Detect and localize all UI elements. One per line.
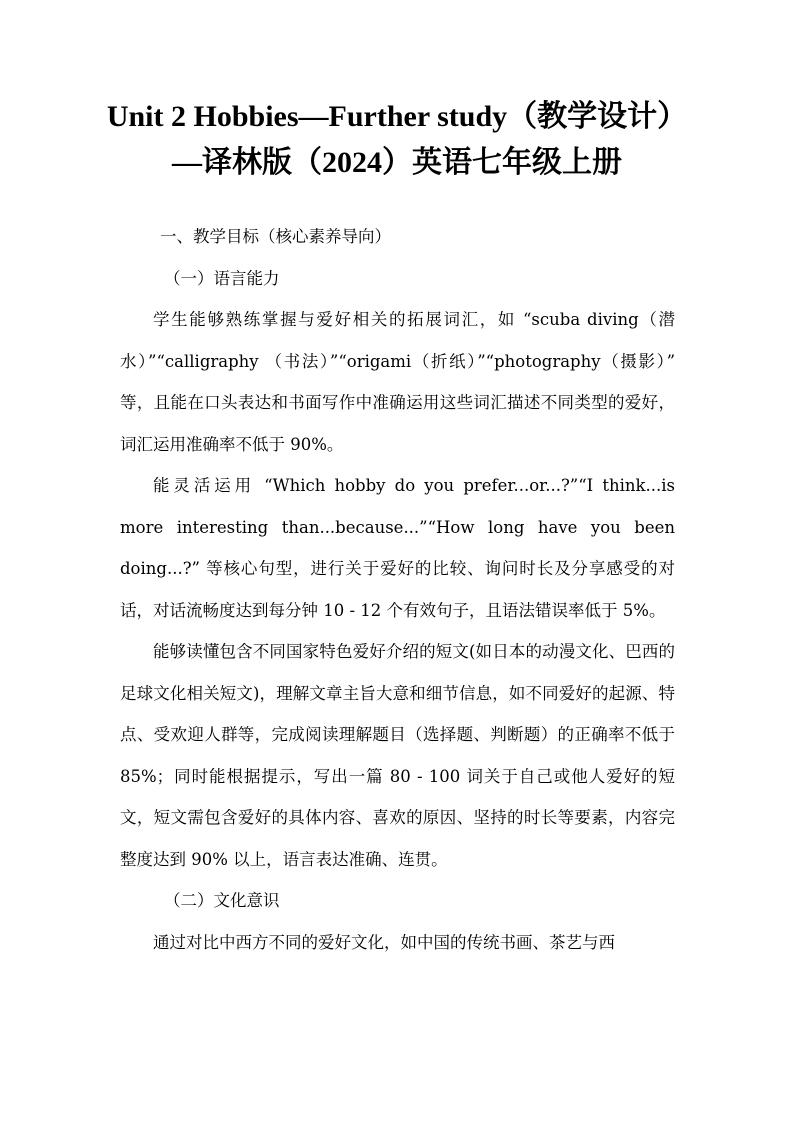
subsection-heading-language-ability: （一）语言能力 <box>164 268 280 288</box>
document-body <box>120 216 675 963</box>
paragraph-culture-comparison: 通过对比中西方不同的爱好文化，如中国的传统书画、茶艺与西 <box>153 932 615 952</box>
document-title: Unit 2 Hobbies—Further study（教学设计）—译林版（2024）英语七年级上册 <box>106 100 688 179</box>
paragraph-sentence-patterns: 能灵活运用 “Which hobby do you prefer...or...?”“I think...is more interesting than...because...”“How long have you been doing...?” 等核心句型，进行关于爱好的比较、询问时长及分享感受的对话，对话流畅度达到每分钟 10 - 12 个有效句子，且语法错误率低于 5%。 <box>120 476 675 620</box>
subsection-heading-cultural-awareness: （二）文化意识 <box>164 891 280 910</box>
paragraph-reading-writing: 能够读懂包含不同国家特色爱好介绍的短文(如日本的动漫文化、巴西的足球文化相关短文)，理解文章主旨大意和细节信息，如不同爱好的起源、特点、受欢迎人群等，完成阅读理解题目（选择题、判断题）的正确率不低于 85%；同时能根据提示，写出一篇 80 - 100 词关于自己或他人爱好的短文，短文需包含爱好的具体内容、喜欢的原因、坚持的时长等要素，内容完整度达到 90% 以上，语言表达准确、连贯。 <box>120 642 675 869</box>
paragraph-vocabulary: 学生能够熟练掌握与爱好相关的拓展词汇，如 “scuba diving（潜水）”“calligraphy （书法）”“origami（折纸）”“photography（摄影）” 等，且能在口头表达和书面写作中准确运用这些词汇描述不同类型的爱好，词汇运用准确率不低于 90%。 <box>120 310 675 454</box>
section-heading-objectives: 一、教学目标（核心素养导向） <box>160 227 391 246</box>
